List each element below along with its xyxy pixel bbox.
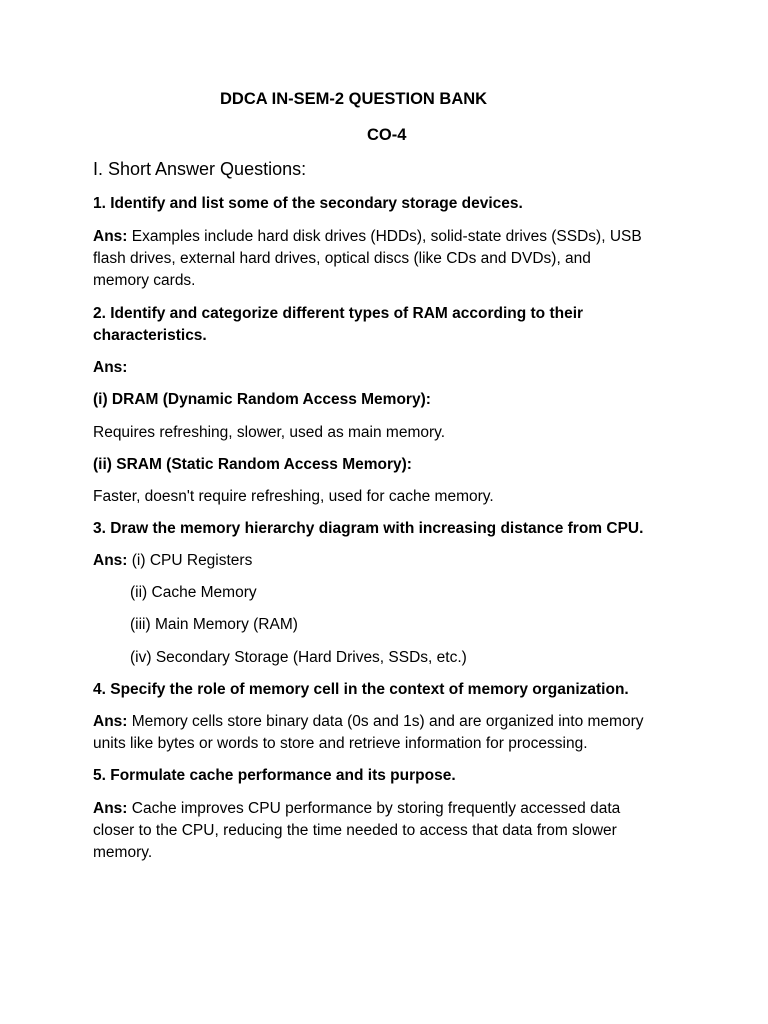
question-2-line-2: characteristics. <box>93 327 207 344</box>
question-3: 3. Draw the memory hierarchy diagram with increasing distance from CPU. <box>93 520 644 537</box>
question-1: 1. Identify and list some of the secondary storage devices. <box>93 195 523 212</box>
ans-label: Ans: <box>93 359 128 376</box>
hierarchy-item-3: (iii) Main Memory (RAM) <box>130 616 298 633</box>
hierarchy-item-1: Ans: (i) CPU Registers <box>93 552 253 569</box>
dram-heading: (i) DRAM (Dynamic Random Access Memory): <box>93 391 431 408</box>
ans-label: Ans: <box>93 228 128 245</box>
hierarchy-item-4: (iv) Secondary Storage (Hard Drives, SSDs, etc.) <box>130 649 467 666</box>
hierarchy-item-2: (ii) Cache Memory <box>130 584 257 601</box>
question-4: 4. Specify the role of memory cell in the context of memory organization. <box>93 681 629 698</box>
ans-label: Ans: <box>93 713 128 730</box>
ans-label: Ans: <box>93 552 128 569</box>
dram-text: Requires refreshing, slower, used as main memory. <box>93 424 446 441</box>
answer-1-line-3: memory cards. <box>93 272 196 289</box>
document-title: DDCA IN-SEM-2 QUESTION BANK <box>220 90 488 108</box>
section-heading: I. Short Answer Questions: <box>93 159 307 179</box>
sram-text: Faster, doesn't require refreshing, used for cache memory. <box>93 488 494 505</box>
ans-label: Ans: <box>93 800 128 817</box>
sram-heading: (ii) SRAM (Static Random Access Memory): <box>93 456 412 473</box>
document-subtitle: CO-4 <box>367 126 407 144</box>
answer-1-line-1: Ans: Examples include hard disk drives (HDDs), solid-state drives (SSDs), USB <box>93 228 642 245</box>
question-5: 5. Formulate cache performance and its purpose. <box>93 767 456 784</box>
question-2-line-1: 2. Identify and categorize different types of RAM according to their <box>93 305 584 322</box>
answer-5-line-3: memory. <box>93 844 153 861</box>
answer-4-line-1: Ans: Memory cells store binary data (0s and 1s) and are organized into memory <box>93 713 644 730</box>
answer-4-line-2: units like bytes or words to store and retrieve information for processing. <box>93 735 588 752</box>
answer-1-line-2: flash drives, external hard drives, optical discs (like CDs and DVDs), and <box>93 250 591 267</box>
answer-5-line-2: closer to the CPU, reducing the time needed to access that data from slower <box>93 822 617 839</box>
answer-5-line-1: Ans: Cache improves CPU performance by storing frequently accessed data <box>93 800 621 817</box>
